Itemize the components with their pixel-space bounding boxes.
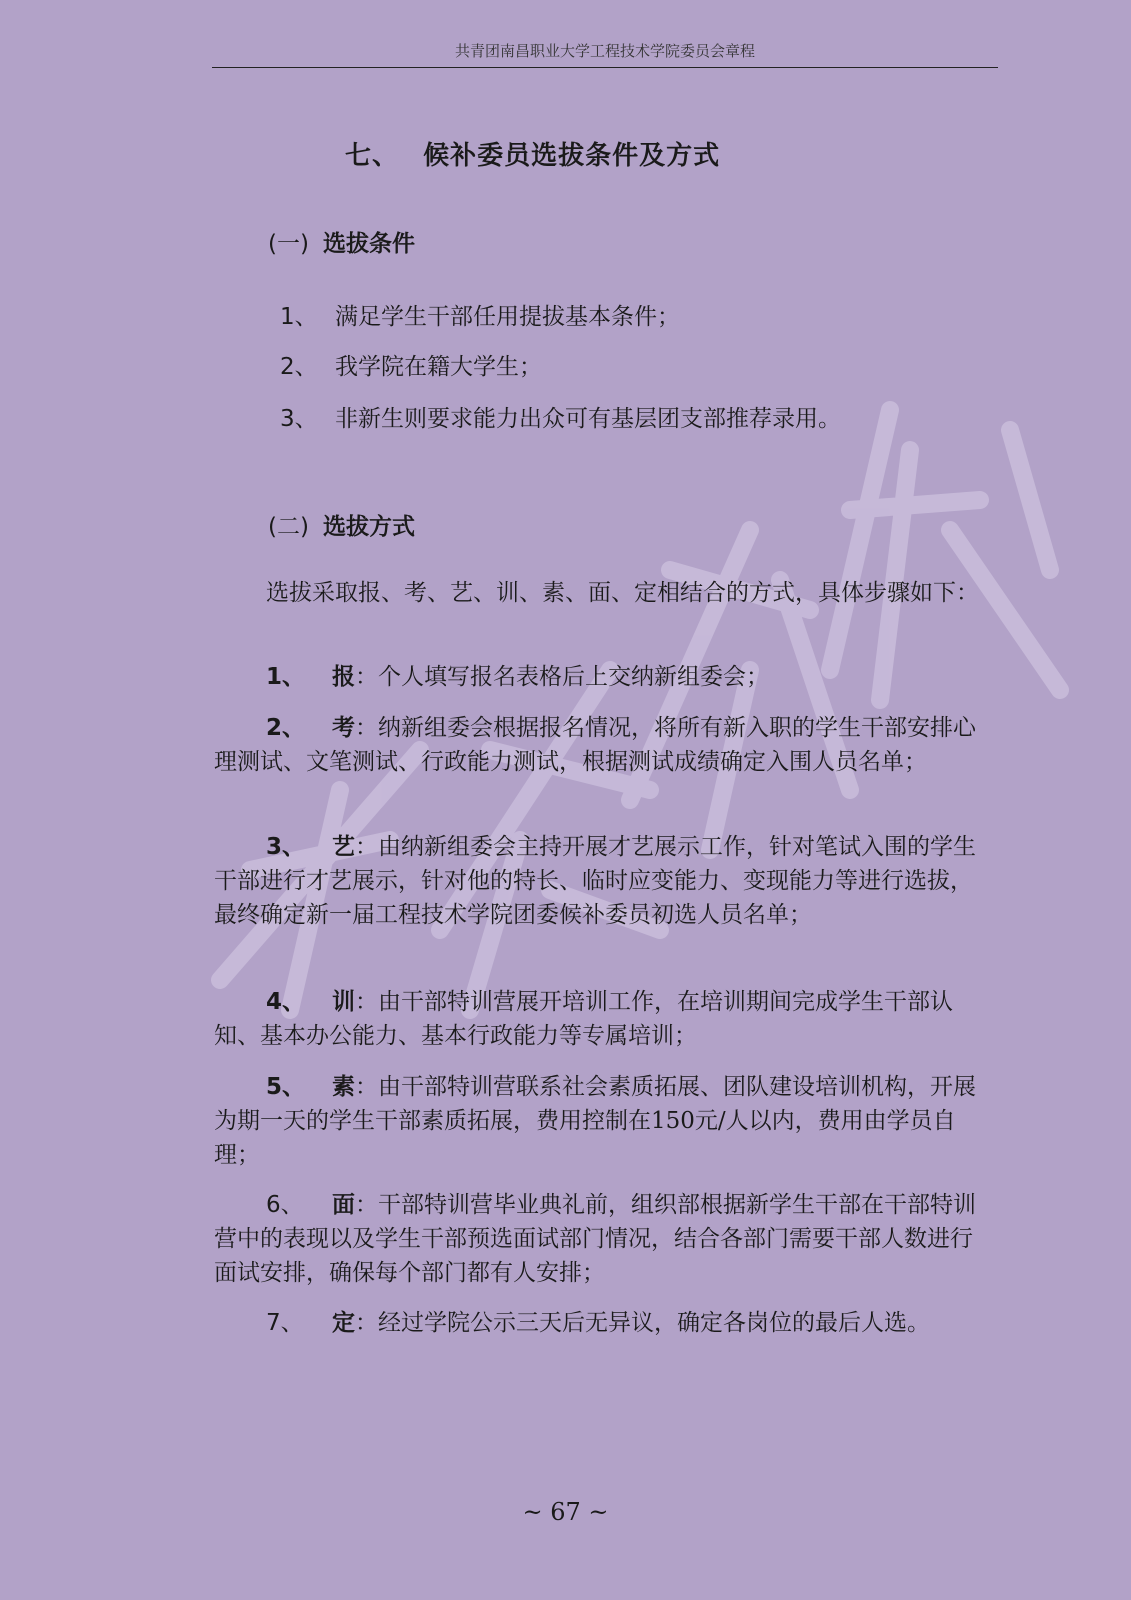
subsection-conditions-title <box>268 225 415 258</box>
step-keyword: 面 <box>332 1192 355 1218</box>
section-title <box>345 135 720 172</box>
step-item <box>214 660 992 694</box>
step-keyword: 报 <box>332 664 355 690</box>
step-number: 6、 <box>266 1192 304 1218</box>
step-number: 5、 <box>266 1074 306 1100</box>
condition-text: 我学院在籍大学生； <box>335 354 542 380</box>
condition-number: 1、 <box>280 304 318 330</box>
step-text: ：由干部特训营展开培训工作，在培训期间完成学生干部认知、基本办公能力、基本行政能力等专属培训； <box>214 989 953 1049</box>
step-text: ：经过学院公示三天后无异议，确定各岗位的最后人选。 <box>355 1310 930 1336</box>
condition-number: 3、 <box>280 406 318 432</box>
section-title-text: 候补委员选拔条件及方式 <box>423 141 721 171</box>
step-keyword: 定 <box>332 1310 355 1336</box>
step-keyword: 训 <box>332 989 355 1015</box>
step-number: 1、 <box>266 664 306 690</box>
subsection-number: (一) <box>268 231 309 257</box>
condition-text: 非新生则要求能力出众可有基层团支部推荐录用。 <box>335 406 841 432</box>
subsection-methods-title <box>268 508 415 541</box>
step-item <box>214 1188 992 1290</box>
step-keyword: 考 <box>332 715 355 741</box>
step-number: 4、 <box>266 989 306 1015</box>
step-item <box>214 1070 992 1172</box>
page-number: ~ 67 ~ <box>522 1498 609 1526</box>
condition-item <box>280 348 542 381</box>
page-header: 共青团南昌职业大学工程技术学院委员会章程 <box>454 42 755 60</box>
step-text: ：干部特训营毕业典礼前，组织部根据新学生干部在干部特训营中的表现以及学生干部预选面试部门情况，结合各部门需要干部人数进行面试安排，确保每个部门都有人安排； <box>214 1192 976 1286</box>
condition-item <box>280 400 841 433</box>
methods-intro: 选拔采取报、考、艺、训、素、面、定相结合的方式，具体步骤如下： <box>266 580 979 606</box>
watermark-graphic <box>190 370 1070 1050</box>
condition-item <box>280 298 680 331</box>
step-text: ：纳新组委会根据报名情况，将所有新入职的学生干部安排心理测试、文笔测试、行政能力测试，根据测试成绩确定入围人员名单； <box>214 715 976 775</box>
step-item <box>214 985 992 1053</box>
header-divider <box>212 67 998 68</box>
step-item <box>214 1306 992 1340</box>
step-number: 2、 <box>266 715 306 741</box>
step-keyword: 艺 <box>332 834 355 860</box>
subsection-title-text: 选拔条件 <box>322 231 415 257</box>
step-text: ：由纳新组委会主持开展才艺展示工作，针对笔试入围的学生干部进行才艺展示，针对他的特长、临时应变能力、变现能力等进行选拔，最终确定新一届工程技术学院团委候补委员初选人员名单； <box>214 834 976 928</box>
step-number: 7、 <box>266 1310 304 1336</box>
condition-text: 满足学生干部任用提拔基本条件； <box>335 304 680 330</box>
subsection-title-text: 选拔方式 <box>322 514 415 540</box>
step-keyword: 素 <box>332 1074 355 1100</box>
step-text: ：由干部特训营联系社会素质拓展、团队建设培训机构，开展为期一天的学生干部素质拓展，费用控制在150元/人以内，费用由学员自理； <box>214 1074 976 1168</box>
subsection-number: (二) <box>268 514 309 540</box>
step-item <box>214 711 992 779</box>
section-number: 七、 <box>345 141 400 171</box>
step-item <box>214 830 992 932</box>
step-text: ：个人填写报名表格后上交纳新组委会； <box>355 664 769 690</box>
condition-number: 2、 <box>280 354 318 380</box>
step-number: 3、 <box>266 834 306 860</box>
